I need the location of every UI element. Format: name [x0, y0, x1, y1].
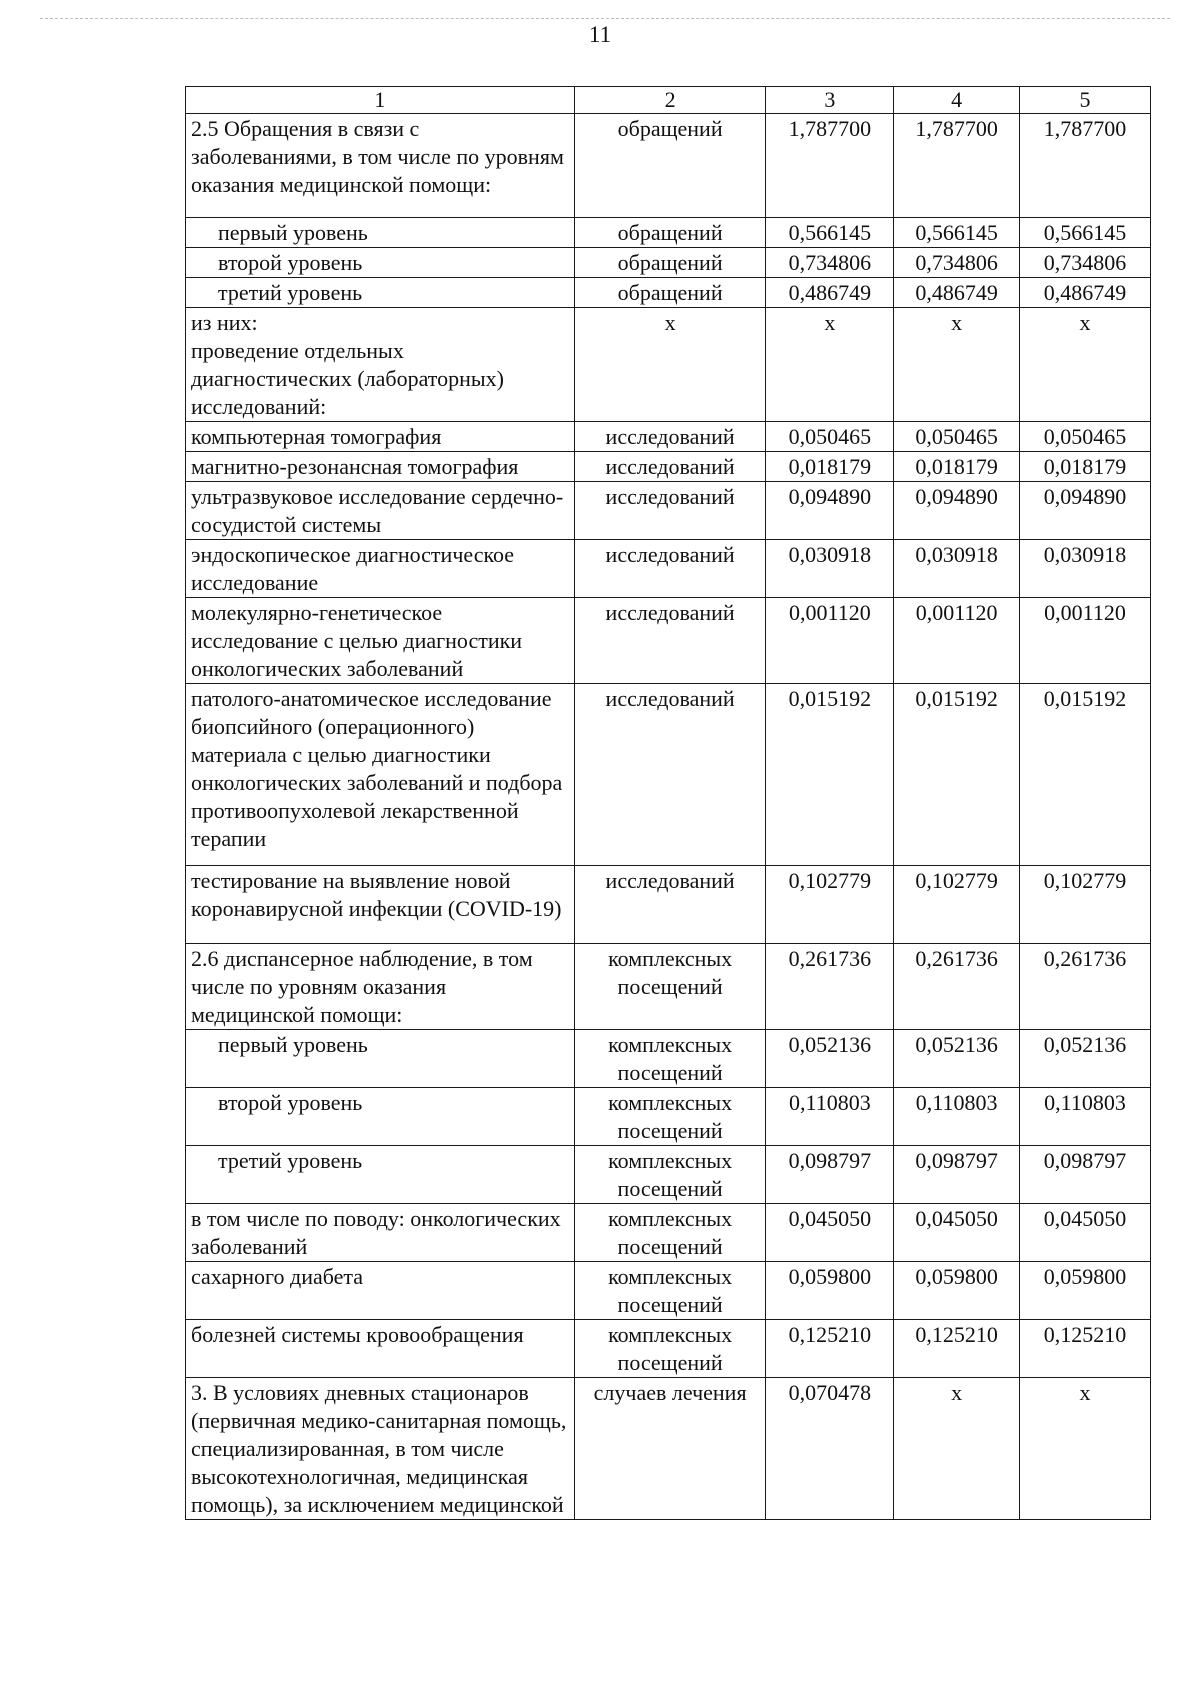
row-value-col4: 0,102779	[894, 866, 1020, 944]
row-value-col5: 0,110803	[1019, 1088, 1150, 1146]
row-unit-cell: х	[574, 308, 766, 422]
row-value-col5: 0,102779	[1019, 866, 1150, 944]
row-value-col3: х	[766, 308, 894, 422]
row-unit-cell: комплексных посещений	[574, 944, 766, 1030]
row-value-col5: 0,125210	[1019, 1320, 1150, 1378]
table-row	[186, 278, 1151, 308]
col-header-5: 5	[1019, 87, 1150, 114]
table-row	[186, 1088, 1151, 1146]
table-row	[186, 598, 1151, 684]
table-row	[186, 482, 1151, 540]
row-value-col5: х	[1019, 308, 1150, 422]
row-value-col4: 0,734806	[894, 248, 1020, 278]
row-value-col3: 0,018179	[766, 452, 894, 482]
row-value-col4: 0,125210	[894, 1320, 1020, 1378]
row-value-col4: 0,018179	[894, 452, 1020, 482]
row-name-cell: первый уровень	[186, 218, 575, 248]
table-row	[186, 218, 1151, 248]
row-unit-cell: комплексных посещений	[574, 1262, 766, 1320]
row-value-col5: 0,015192	[1019, 684, 1150, 866]
row-value-col3: 0,015192	[766, 684, 894, 866]
row-value-col5: 0,261736	[1019, 944, 1150, 1030]
row-name-cell: 3. В условиях дневных стационаров (первичная медико-санитарная помощь, специализированная, в том числе высокотехнологичная, медицинская помощь), за исключением медицинской	[186, 1378, 575, 1520]
row-unit-cell: комплексных посещений	[574, 1146, 766, 1204]
row-value-col3: 0,734806	[766, 248, 894, 278]
row-unit-cell: исследований	[574, 422, 766, 452]
row-value-col5: 0,018179	[1019, 452, 1150, 482]
table-row	[186, 1030, 1151, 1088]
col-header-4: 4	[894, 87, 1020, 114]
row-value-col3: 0,094890	[766, 482, 894, 540]
table-row	[186, 114, 1151, 218]
row-name-cell: первый уровень	[186, 1030, 575, 1088]
row-value-col4: 0,094890	[894, 482, 1020, 540]
row-value-col3: 0,486749	[766, 278, 894, 308]
page-number: 11	[588, 22, 612, 47]
row-value-col4: 1,787700	[894, 114, 1020, 218]
row-value-col5: х	[1019, 1378, 1150, 1520]
row-value-col4: х	[894, 1378, 1020, 1520]
table-row	[186, 944, 1151, 1030]
row-unit-cell: обращений	[574, 114, 766, 218]
row-value-col5: 0,052136	[1019, 1030, 1150, 1088]
row-name-cell: из них: проведение отдельных диагностических (лабораторных) исследований:	[186, 308, 575, 422]
table-row	[186, 866, 1151, 944]
table-row	[186, 1146, 1151, 1204]
row-value-col4: 0,030918	[894, 540, 1020, 598]
row-value-col3: 0,001120	[766, 598, 894, 684]
row-unit-cell: обращений	[574, 248, 766, 278]
row-unit-cell: исследований	[574, 452, 766, 482]
row-value-col5: 0,094890	[1019, 482, 1150, 540]
row-value-col5: 0,486749	[1019, 278, 1150, 308]
row-name-cell: второй уровень	[186, 248, 575, 278]
row-value-col5: 0,566145	[1019, 218, 1150, 248]
row-value-col5: 0,098797	[1019, 1146, 1150, 1204]
col-header-2: 2	[574, 87, 766, 114]
row-value-col4: 0,015192	[894, 684, 1020, 866]
row-unit-cell: исследований	[574, 482, 766, 540]
row-value-col4: 0,045050	[894, 1204, 1020, 1262]
row-unit-cell: исследований	[574, 866, 766, 944]
row-unit-cell: исследований	[574, 684, 766, 866]
row-value-col3: 0,045050	[766, 1204, 894, 1262]
row-value-col3: 0,125210	[766, 1320, 894, 1378]
col-header-1: 1	[186, 87, 575, 114]
table-row	[186, 1204, 1151, 1262]
row-value-col5: 0,045050	[1019, 1204, 1150, 1262]
row-value-col3: 0,059800	[766, 1262, 894, 1320]
row-value-col3: 1,787700	[766, 114, 894, 218]
row-value-col3: 0,102779	[766, 866, 894, 944]
row-unit-cell: комплексных посещений	[574, 1088, 766, 1146]
row-value-col5: 0,059800	[1019, 1262, 1150, 1320]
table-row	[186, 452, 1151, 482]
row-name-cell: 2.5 Обращения в связи с заболеваниями, в том числе по уровням оказания медицинской помощи:	[186, 114, 575, 218]
row-value-col3: 0,070478	[766, 1378, 894, 1520]
row-value-col4: 0,566145	[894, 218, 1020, 248]
row-value-col4: 0,098797	[894, 1146, 1020, 1204]
row-name-cell: третий уровень	[186, 1146, 575, 1204]
row-value-col4: 0,052136	[894, 1030, 1020, 1088]
row-name-cell: компьютерная томография	[186, 422, 575, 452]
row-value-col4: 0,110803	[894, 1088, 1020, 1146]
row-value-col5: 1,787700	[1019, 114, 1150, 218]
row-value-col5: 0,001120	[1019, 598, 1150, 684]
table-row	[186, 248, 1151, 278]
row-value-col3: 0,098797	[766, 1146, 894, 1204]
table-row	[186, 422, 1151, 452]
row-unit-cell: обращений	[574, 278, 766, 308]
row-value-col3: 0,050465	[766, 422, 894, 452]
row-value-col3: 0,030918	[766, 540, 894, 598]
row-name-cell: второй уровень	[186, 1088, 575, 1146]
row-unit-cell: исследований	[574, 598, 766, 684]
norms-table	[185, 86, 1151, 1520]
row-value-col3: 0,110803	[766, 1088, 894, 1146]
table-row	[186, 684, 1151, 866]
table-row	[186, 1320, 1151, 1378]
row-name-cell: патолого-анатомическое исследование биопсийного (операционного) материала с целью диагностики онкологических заболеваний и подбора противоопухолевой лекарственной терапии	[186, 684, 575, 866]
row-value-col4: х	[894, 308, 1020, 422]
row-name-cell: магнитно-резонансная томография	[186, 452, 575, 482]
row-value-col5: 0,050465	[1019, 422, 1150, 452]
row-name-cell: молекулярно-генетическое исследование с целью диагностики онкологических заболеваний	[186, 598, 575, 684]
col-header-3: 3	[766, 87, 894, 114]
row-value-col4: 0,050465	[894, 422, 1020, 452]
row-value-col4: 0,001120	[894, 598, 1020, 684]
row-name-cell: ультразвуковое исследование сердечно-сосудистой системы	[186, 482, 575, 540]
row-unit-cell: исследований	[574, 540, 766, 598]
row-value-col4: 0,261736	[894, 944, 1020, 1030]
row-unit-cell: комплексных посещений	[574, 1320, 766, 1378]
row-name-cell: третий уровень	[186, 278, 575, 308]
row-value-col3: 0,261736	[766, 944, 894, 1030]
row-value-col5: 0,734806	[1019, 248, 1150, 278]
row-value-col5: 0,030918	[1019, 540, 1150, 598]
row-name-cell: эндоскопическое диагностическое исследование	[186, 540, 575, 598]
table-row	[186, 540, 1151, 598]
header-row	[186, 87, 1151, 114]
row-unit-cell: комплексных посещений	[574, 1030, 766, 1088]
row-value-col4: 0,486749	[894, 278, 1020, 308]
table-row	[186, 1262, 1151, 1320]
row-value-col3: 0,566145	[766, 218, 894, 248]
row-name-cell: 2.6 диспансерное наблюдение, в том числе по уровням оказания медицинской помощи:	[186, 944, 575, 1030]
row-value-col3: 0,052136	[766, 1030, 894, 1088]
row-unit-cell: случаев лечения	[574, 1378, 766, 1520]
row-value-col4: 0,059800	[894, 1262, 1020, 1320]
scan-edge-line	[40, 18, 1170, 19]
table-row	[186, 1378, 1151, 1520]
row-name-cell: болезней системы кровообращения	[186, 1320, 575, 1378]
row-name-cell: тестирование на выявление новой коронавирусной инфекции (COVID-19)	[186, 866, 575, 944]
table-row	[186, 308, 1151, 422]
row-name-cell: сахарного диабета	[186, 1262, 575, 1320]
row-unit-cell: обращений	[574, 218, 766, 248]
row-name-cell: в том числе по поводу: онкологических заболеваний	[186, 1204, 575, 1262]
row-unit-cell: комплексных посещений	[574, 1204, 766, 1262]
